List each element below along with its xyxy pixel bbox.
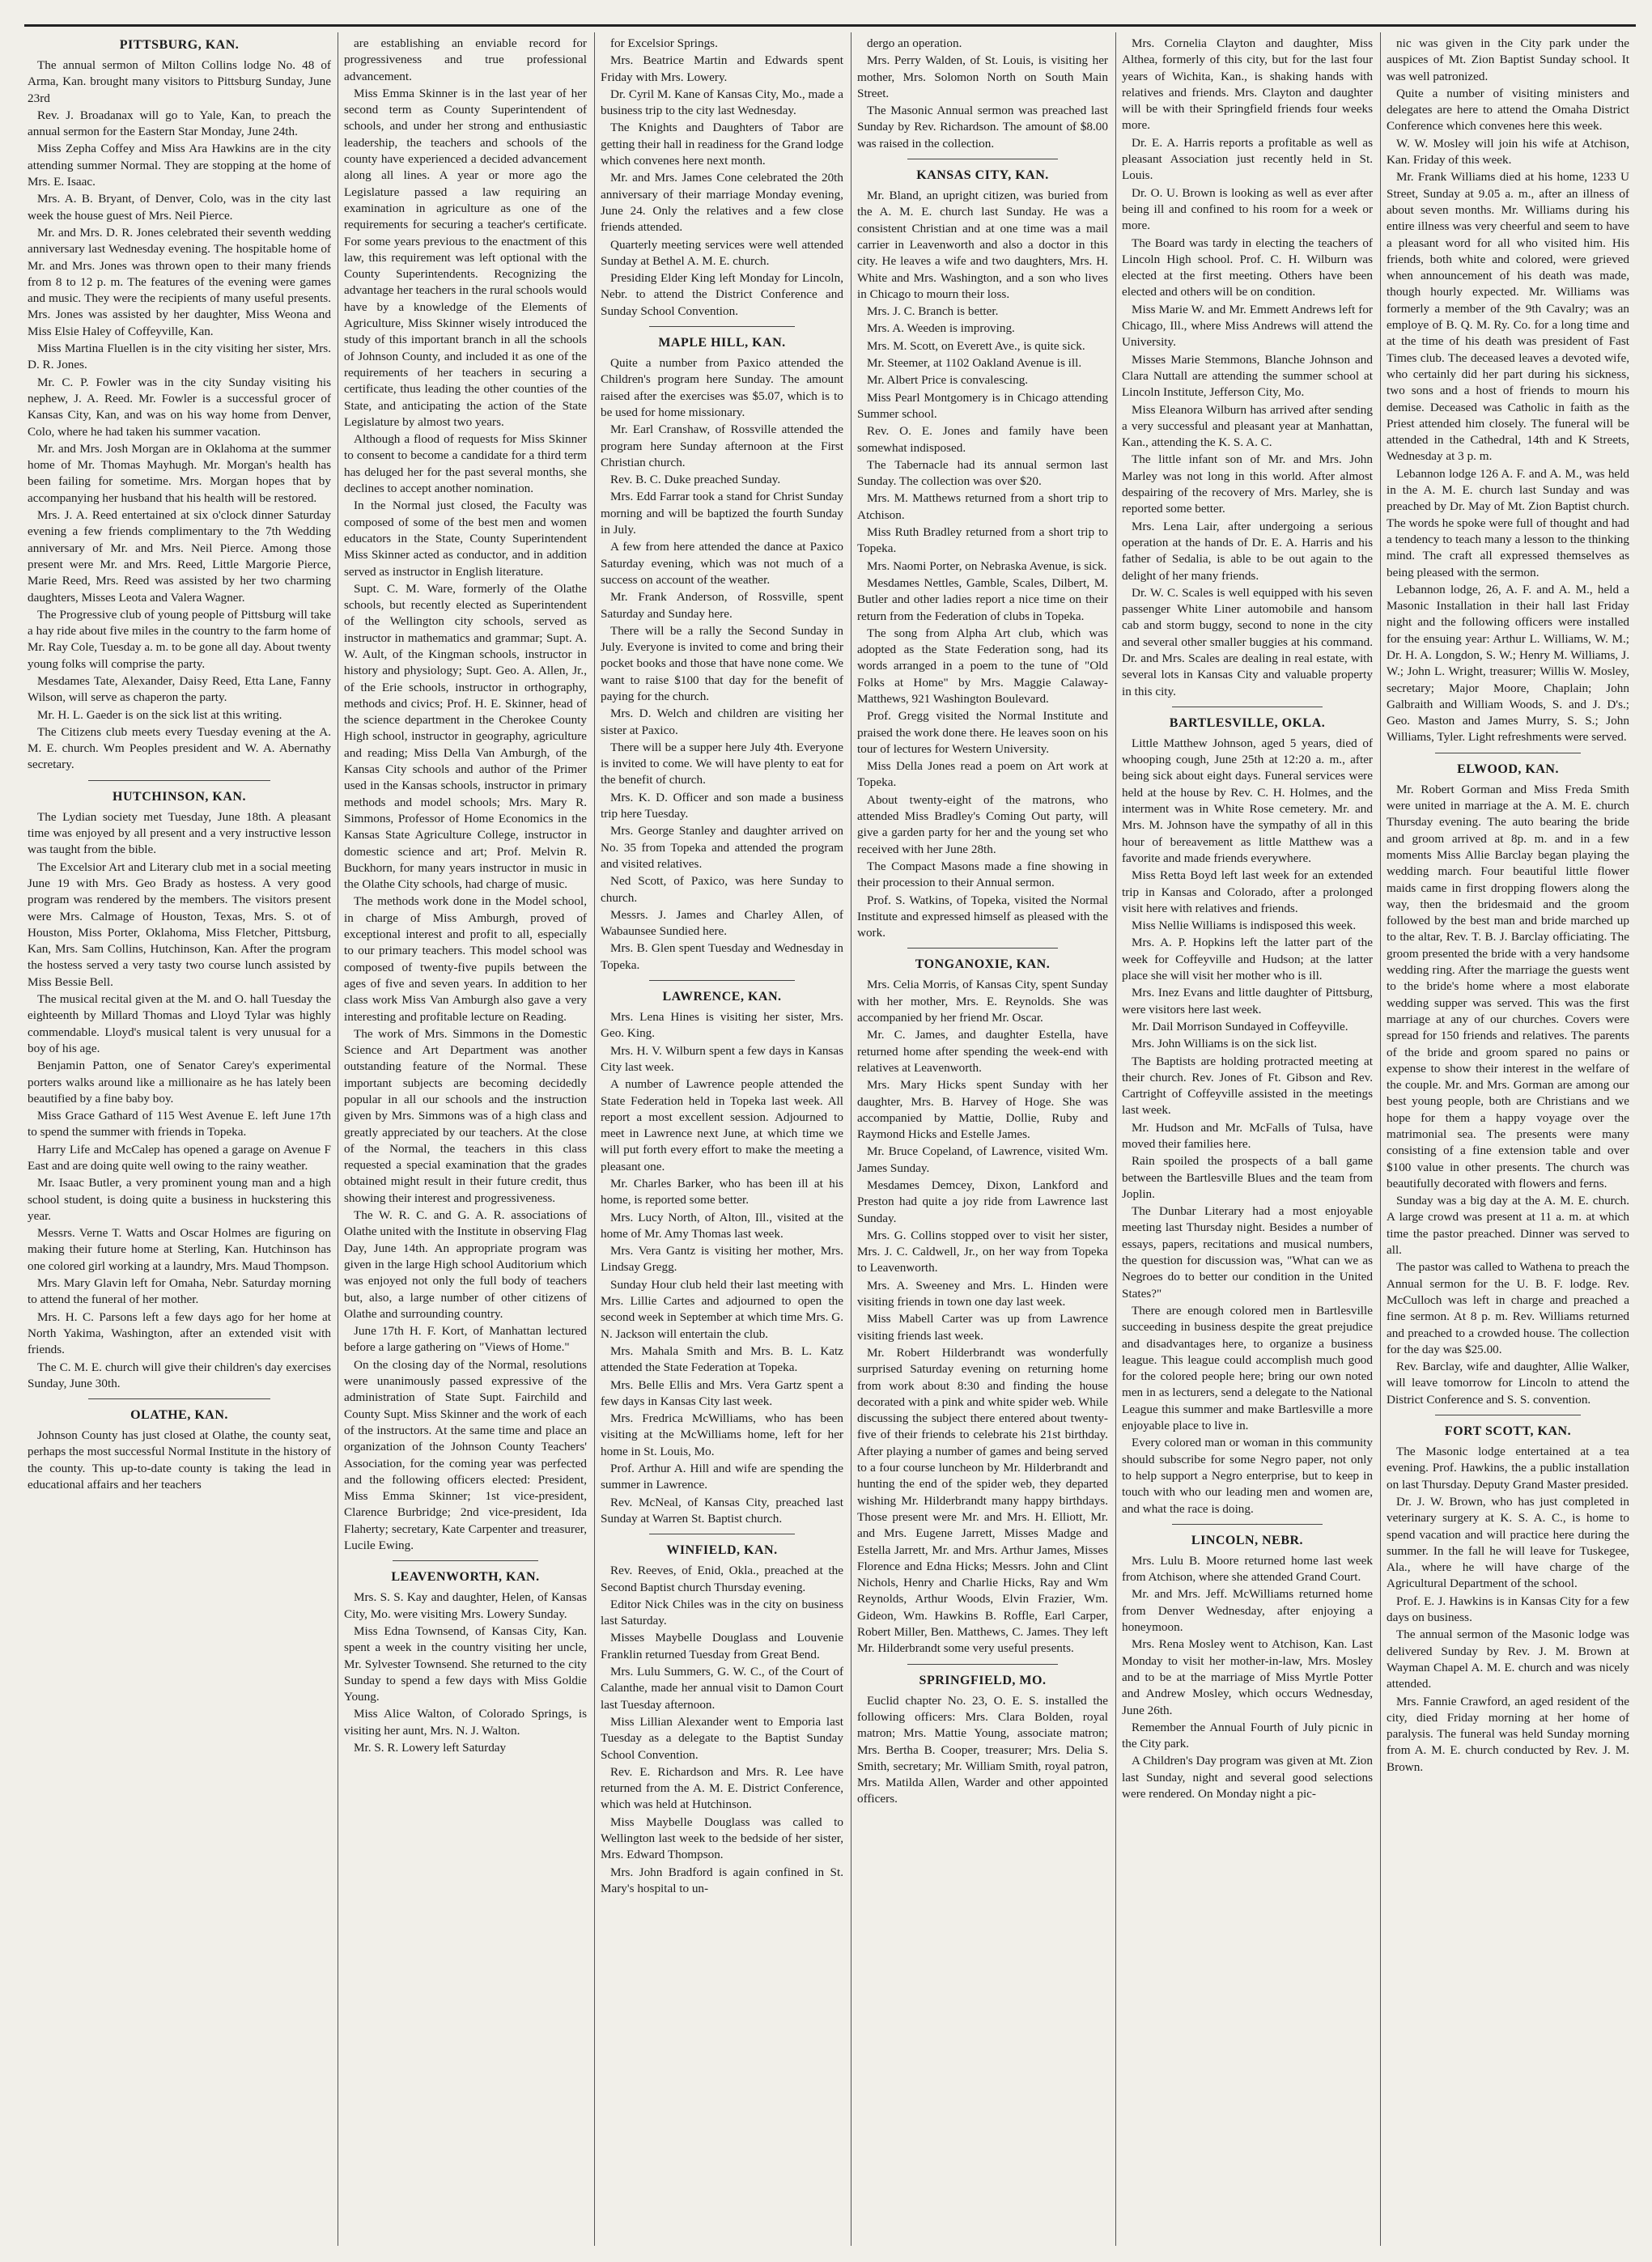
news-item: Mr. and Mrs. D. R. Jones celebrated their seventh wedding anniversary last Wednesday evening. The hospitable home of Mr. and Mrs. Jones was thrown open to their many friends from 8 to 12 p. m. The features of the evening were games and music. They were the recipients of many useful presents. Mrs. Jones was assisted by her daughter, Miss Weona and Miss Elsie Haley of Coffeyville, Kan.: [28, 225, 331, 338]
news-item: There will be a supper here July 4th. Everyone is invited to come. We will have plenty to eat for the benefit of church.: [601, 740, 843, 787]
news-item: Miss Eleanora Wilburn has arrived after sending a very successful and pleasant year at Manhattan, Kan., attending the K. S. A. C.: [1122, 402, 1373, 450]
news-item: Mrs. John Williams is on the sick list.: [1132, 1037, 1318, 1051]
news-item: Mrs. Fannie Crawford, an aged resident of the city, died Friday morning at her home of paralysis. The funeral was held Sunday morning from A. M. E. church conducted by Rev. J. M. Brown.: [1387, 1694, 1629, 1774]
section-heading: MAPLE HILL, KAN.: [658, 336, 786, 350]
news-item: Lebannon lodge 126 A. F. and A. M., was held in the A. M. E. church last Sunday and was preached by Dr. May of Mt. Zion Baptist church. The words he spoke were full of thought and had a tendency to teach many a lesson to the thinking mind. The craft all expressed themselves as being pleased with the sermon.: [1387, 466, 1629, 579]
news-item: Mrs. Lulu Summers, G. W. C., of the Court of Calanthe, made her annual visit to Damon Court last Tuesday afternoon.: [601, 1665, 843, 1712]
news-item: The Tabernacle had its annual sermon last Sunday. The collection was over $20.: [857, 457, 1108, 489]
news-item: The musical recital given at the M. and O. hall Tuesday the eighteenth by Millard Thomas and Lloyd Tylar was highly commendable. Lloyd's musical talent is very unusual for a boy of his age.: [28, 992, 331, 1055]
news-item: There will be a rally the Second Sunday in July. Everyone is invited to come and bring their pocket books and those that have none come. We want to raise $100 that day for the benefit of paying for the church.: [601, 623, 843, 703]
news-item: June 17th H. F. Kort, of Manhattan lectured before a large gathering on "Views of Home.": [344, 1324, 587, 1355]
column-divider: [1115, 32, 1116, 2246]
news-item: for Excelsior Springs.: [610, 36, 718, 50]
news-item: Dr. O. U. Brown is looking as well as ever after being ill and confined to his room for a week or more.: [1122, 185, 1373, 233]
news-item: Euclid chapter No. 23, O. E. S. installed the following officers: Mrs. Clara Bolden, royal matron; Mrs. Mattie Young, associate matron; Mrs. Bertha B. Cooper, treasurer; Mrs. Delia S. Smith, secretary; Mr. William Smith, royal patron, Mrs. Matilda Allen, Warder and other appointed officers.: [857, 1693, 1108, 1806]
news-item: Mrs. D. Welch and children are visiting her sister at Paxico.: [601, 707, 843, 737]
news-item: Mr. and Mrs. Josh Morgan are in Oklahoma at the summer home of Mr. Thomas Mayhugh. Mr. Morgan's health has been failing for sometime. Mrs. Morgan hopes that by accompanying her husband that his health will be restored.: [28, 441, 331, 505]
news-item: Mrs. Lena Lair, after undergoing a serious operation at the hands of Dr. E. A. Harris and his father of Sedalia, is able to be out again to the delight of her many friends.: [1122, 519, 1373, 583]
news-item: Sunday Hour club held their last meeting with Mrs. Lillie Cartes and adjourned to open the second week in September at which time Mrs. G. N. Jackson will entertain the club.: [601, 1277, 843, 1341]
news-item: Miss Pearl Montgomery is in Chicago attending Summer school.: [857, 390, 1108, 421]
news-item: Dr. J. W. Brown, who has just completed in veterinary surgery at K. S. A. C., is home to spend vacation and will practice here during the summer. In the fall he will leave for Tuskegee, Ala., where he will have charge of the Agricultural Department of the school.: [1387, 1494, 1629, 1591]
news-item: The annual sermon of Milton Collins lodge No. 48 of Arma, Kan. brought many visitors to Pittsburg Sunday, June 23rd: [28, 58, 331, 105]
news-item: Mrs. S. S. Kay and daughter, Helen, of Kansas City, Mo. were visiting Mrs. Lowery Sunday.: [344, 1590, 587, 1621]
news-item: Mr. Robert Gorman and Miss Freda Smith were united in marriage at the A. M. E. church Thursday evening. The auto bearing the bride and groom arrived at 8p. m. and in a few moments Miss Allie Barclay began playing the wedding march. Four beautiful little flower maids came in first dropping flowers along the way, then the bridesmaid and the groom followed by the best man and bride marched up to the altar, Rev. T. B. J. Barclay officiating. The groom presented the bride with a very handsome wedding ring. After the marriage the guests went to the bride's home where a most elaborate wedding supper was served. This was the first marriage at any of our churches. Covers were spread for 150 friends and relatives. The parents of the bride and groom spared no pains or expense to show their interest in the welfare of the couple. Mr. and Mrs. Gorman are among our best young people, both are Christians and we hope for them a happy voyage over the matrimonial sea. The presents were many consisting of a fine extension table and over $100 value in other presents. The church was beautifully decorated with flowers and ferns.: [1387, 782, 1629, 1190]
news-item: Mr. Earl Cranshaw, of Rossville attended the program here Sunday afternoon at the First Christian church.: [601, 422, 843, 469]
news-item: Mrs. J. A. Reed entertained at six o'clock dinner Saturday evening a few friends complimentary to the 7th Wedding anniversary of Mr. and Mrs. Neil Pierce. Among those present were Mr. and Mrs. Reed, Little Margorie Pierce, Marie Reed, Mrs. Reed was assisted by her two charming daughters, Misses Leota and Valera Wagner.: [28, 508, 331, 605]
news-item: Quarterly meeting services were well attended Sunday at Bethel A. M. E. church.: [601, 237, 843, 268]
news-item: Rev. B. C. Duke preached Sunday.: [610, 473, 781, 487]
news-item: Mrs. B. Glen spent Tuesday and Wednesday in Topeka.: [601, 941, 843, 972]
news-item: Messrs. J. James and Charley Allen, of Wabaunsee Sundied here.: [601, 907, 843, 939]
news-item: Mr. Frank Williams died at his home, 1233 U Street, Sunday at 9.05 a. m., after an illness of about seven months. Mr. Williams during his entire illness was very cheerful and seem to have a pleasant word for all who visited him. His friends, both white and colored, were grieved when announcement of his death was made, though hourly expected. Mr. Williams was formerly a member of the 9th Cavalry; was an employe of B. Q. M. Ry. Co. for a long time and at the time of his death was president of Fast Times club. The deceased leaves a devoted wife, who certainly did her part during his sickness, two sons and a host of friends to mourn his demise. Deceased was Catholic in faith as the Priest attended him closely. The funeral will be attended in the Cathedral, 14th and K Streets, Wednesday at 3 p. m.: [1387, 170, 1629, 464]
news-item: Rev. E. Richardson and Mrs. R. Lee have returned from the A. M. E. District Conference, which was held at Hutchinson.: [601, 1764, 843, 1812]
news-item: Presiding Elder King left Monday for Lincoln, Nebr. to attend the District Conference and Sunday School Convention.: [601, 271, 843, 318]
news-item: Mrs. A. Sweeney and Mrs. L. Hinden were visiting friends in town one day last week.: [857, 1278, 1108, 1309]
news-item: Johnson County has just closed at Olathe, the county seat, perhaps the most successful Normal Institute in the history of the county. This up-to-date county is taking the lead in educational affairs and her teachers: [28, 1428, 331, 1492]
news-item: Miss Zepha Coffey and Miss Ara Hawkins are in the city attending summer Normal. They are stopping at the home of Mrs. E. Isaac.: [28, 142, 331, 189]
news-item: The work of Mrs. Simmons in the Domestic Science and Art Department was another outstanding feature of the Normal. These important subjects are becoming decidedly popular in all our schools and the instruction given by Mrs. Simmons was of a high class and greatly appreciated by our teachers. At the close of the Normal, the teachers in this class requested a special examination that the grades obtained might result in their future credit, thus showing their interest and progressiveness.: [344, 1026, 587, 1205]
news-item: The Dunbar Literary had a most enjoyable meeting last Thursday night. Besides a number of essays, papers, recitations and musical numbers, the question for discussion was, "What can we as Negroes do to better our condition in the United States?": [1122, 1204, 1373, 1301]
news-item: Ned Scott, of Paxico, was here Sunday to church.: [601, 874, 843, 905]
news-item: Mrs. Lena Hines is visiting her sister, Mrs. Geo. King.: [601, 1010, 843, 1041]
news-item: The little infant son of Mr. and Mrs. John Marley was not long in this world. After almost despairing of the recovery of Mrs. Marley, she is reported some better.: [1122, 452, 1373, 516]
news-item: Mrs. Mary Glavin left for Omaha, Nebr. Saturday morning to attend the funeral of her mother.: [28, 1276, 331, 1307]
section-heading: WINFIELD, KAN.: [666, 1543, 778, 1558]
news-item: Sunday was a big day at the A. M. E. church. A large crowd was present at 11 a. m. at which time the pastor preached. Dinner was served to all.: [1387, 1194, 1629, 1258]
news-item: Dr. Cyril M. Kane of Kansas City, Mo., made a business trip to the city last Wednesday.: [601, 87, 843, 118]
news-item: Miss Maybelle Douglass was called to Wellington last week to the bedside of her sister, Mrs. Edward Thompson.: [601, 1814, 843, 1862]
news-item: Rev. Barclay, wife and daughter, Allie Walker, will leave tomorrow for Lincoln to attend the District Conference and S. S. convention.: [1387, 1360, 1629, 1407]
section-heading: LEAVENWORTH, KAN.: [391, 1570, 540, 1585]
news-item: The Board was tardy in electing the teachers of Lincoln High school. Prof. C. H. Wilburn was elected at the first meeting. Others have been elected and others will be on condition.: [1122, 236, 1373, 299]
news-item: Mrs. A. B. Bryant, of Denver, Colo, was in the city last week the house guest of Mrs. Neil Pierce.: [28, 192, 331, 223]
news-item: Mr. and Mrs. James Cone celebrated the 20th anniversary of their marriage Monday evening, June 24. Only the relatives and a few close friends attended.: [601, 171, 843, 235]
news-item: The methods work done in the Model school, in charge of Miss Amburgh, proved of exceptional interest and profit to all, especially to our primary teachers. This model school was composed of twenty-five pupils between the ages of five and seven years. In addition to her class work Miss Van Amburgh also gave a very interesting and profitable lecture on Reading.: [344, 894, 587, 1024]
news-item: Mrs. Fredrica McWilliams, who has been visiting at the McWilliams home, left for her home in St. Louis, Mo.: [601, 1411, 843, 1458]
section-rule: [393, 1560, 538, 1561]
news-item: About twenty-eight of the matrons, who attended Miss Bradley's Coming Out party, will give a garden party for her and the young set who received with her June 28th.: [857, 792, 1108, 856]
news-item: Mr. Steemer, at 1102 Oakland Avenue is ill.: [867, 356, 1082, 371]
news-item: Mr. S. R. Lowery left Saturday: [354, 1740, 507, 1755]
news-item: Mr. Bland, an upright citizen, was buried from the A. M. E. church last Sunday. He was a consistent Christian and at one time was a mail carrier in Leavenworth and also a doctor in this city. He leaves a wife and two daughters, Mrs. H. White and Mrs. Washington, and a son who lives in Chicago to mourn their loss.: [857, 189, 1108, 301]
news-item: Mrs. Perry Walden, of St. Louis, is visiting her mother, Mrs. Solomon North on South Main Street.: [857, 53, 1108, 100]
section-heading: LAWRENCE, KAN.: [662, 990, 782, 1004]
news-item: Mr. Charles Barker, who has been ill at his home, is reported some better.: [601, 1177, 843, 1207]
news-item: The Knights and Daughters of Tabor are getting their hall in readiness for the Grand lodge which convenes here next month.: [601, 121, 843, 168]
news-item: The Excelsior Art and Literary club met in a social meeting June 19 with Mrs. Geo Brady as hostess. A very good program was rendered by the members. The visitors present were Mrs. Calmage of Houston, Texas, Mrs. S. ot of Houston, Miss Porter, Oklahoma, Miss Fletcher, Pittsburg, Kan, Mrs. Sam Collins, Hutchinson, Kan. After the program the hostess served a very tasty two course lunch assisted by Miss Bessie Bell.: [28, 859, 331, 989]
section-heading: ELWOOD, KAN.: [1457, 762, 1559, 776]
news-item: Miss Edna Townsend, of Kansas City, Kan. spent a week in the country visiting her uncle, Mr. Sylvester Townsend. She returned to the city Sunday to spend a few days with Miss Goldie Young.: [344, 1623, 587, 1704]
news-item: Mr. Robert Hilderbrandt was wonderfully surprised Saturday evening on returning home from work about 8:30 and finding the house decorated with a pink and white spider web. While discussing the subject there entered about twenty-five of their friends to celebrate his 21st birthday. After playing a number of games and being served to a four course luncheon by Mr. Hilderbrandt and hunting the end of the spider web, they departed wishing Mr. Hilderbrandt many happy birthdays. Those present were Mr. and Mrs. H. Elliott, Mr. and Mrs. Eugene Jarrett, Misses Madge and Estella Jarrett, Mr. and Mrs. Arthur James, Misses Florence and Edna Hicks; Messrs. John and Clint Nichols, Henry and Charlie Hicks, Ray and Wm Reynolds, Arthur Woods, Elvin Frazier, Wm. Gideon, Wm. Hawkins B. Roffle, Earl Carper, Robert Miller, Ben. Matthews, C. James. They left Mr. Hilderbrandt some very useful presents.: [857, 1345, 1108, 1656]
news-item: Dr. W. C. Scales is well equipped with his seven passenger White Liner automobile and hansom cab and storm buggy, second to none in the city and several other smaller buggies at his command. Dr. and Mrs. Scales are dealing in real estate, with several lots in Kansas City and valuable property in this city.: [1122, 585, 1373, 698]
news-item: Miss Lillian Alexander went to Emporia last Tuesday as a delegate to the Baptist Sunday School Convention.: [601, 1714, 843, 1762]
news-item: Mrs. Inez Evans and little daughter of Pittsburg, were visitors here last week.: [1122, 986, 1373, 1016]
news-item: Rain spoiled the prospects of a ball game between the Bartlesville Blues and the team from Joplin.: [1122, 1154, 1373, 1201]
top-rule: [24, 24, 1636, 27]
news-item: Rev. J. Broadanax will go to Yale, Kan, to preach the annual sermon for the Eastern Star Monday, June 24th.: [28, 108, 331, 139]
news-item: Mesdames Tate, Alexander, Daisy Reed, Etta Lane, Fanny Wilson, will serve as chaperon the party.: [28, 673, 331, 705]
news-item: The pastor was called to Wathena to preach the Annual sermon for the U. B. F. lodge. Rev. McCulloch was left in charge and preached a fine sermon. At 8 p. m. Rev. Williams returned and preached to a crowded house. The collection for the day was $25.00.: [1387, 1260, 1629, 1356]
news-item: Miss Martina Fluellen is in the city visiting her sister, Mrs. D. R. Jones.: [28, 342, 331, 372]
section-rule: [1172, 1524, 1323, 1525]
news-item: Miss Marie W. and Mr. Emmett Andrews left for Chicago, Ill., where Miss Andrews will attend the University.: [1122, 302, 1373, 350]
section-heading: HUTCHINSON, KAN.: [113, 789, 246, 804]
section-rule: [88, 1398, 270, 1399]
section-rule: [649, 326, 795, 327]
news-item: Messrs. Verne T. Watts and Oscar Holmes are figuring on making their future home at Sterling, Kan. Hutchinson has one colored girl working at a laundry, Mrs. Maud Thompson.: [28, 1226, 331, 1273]
news-item: The song from Alpha Art club, which was adopted as the State Federation song, had its words arranged in a poem to the tune of "Old Folks at Home" by Mrs. Maggie Calaway-Matthews, 921 Washington Boulevard.: [857, 626, 1108, 706]
news-item: Mr. C. P. Fowler was in the city Sunday visiting his nephew, J. A. Reed. Mr. Fowler is a successful grocer of Kansas City, Kan, and was on his way home from Denver, Colo, where he had taken his summer vacation.: [28, 375, 331, 439]
news-item: Mr. Hudson and Mr. McFalls of Tulsa, have moved their families here.: [1122, 1120, 1373, 1151]
news-item: Mr. Isaac Butler, a very prominent young man and a high school student, is doing quite a business in huckstering this year.: [28, 1176, 331, 1223]
news-item: A number of Lawrence people attended the State Federation held in Topeka last week. All report a most excellent session. Adjourned to meet in Lawrence next June, at which time we will put forth every effort to make the meeting a pleasant one.: [601, 1077, 843, 1173]
news-item: Mrs. Rena Mosley went to Atchison, Kan. Last Monday to visit her mother-in-law, Mrs. Mosley and to be at the marriage of Miss Myrtle Potter and Andrew Mosley, which occurs Wednesday, June 26th.: [1122, 1637, 1373, 1717]
news-item: Mr. and Mrs. Jeff. McWilliams returned home from Denver Wednesday, after enjoying a honeymoon.: [1122, 1587, 1373, 1635]
column-2: [344, 36, 587, 2245]
news-item: A few from here attended the dance at Paxico Saturday evening, which was not much of a success on account of the weather.: [601, 540, 843, 587]
news-item: Lebannon lodge, 26, A. F. and A. M., held a Masonic Installation in their hall last Friday night and the following officers were installed for the ensuing year: Arthur L. Williams, W. M.; Dr. H. A. Longdon, S. W.; Henry M. Williams, J. W.; John L. Wright, treasurer; Willis W. Mosley, secretary; Major Moore, Chaplain; John Galbraith and William Woods, S. and J. D's.; Geo. Maston and James Murry, S. S.; John Williams, Tyler. Light refreshments were served.: [1387, 582, 1629, 745]
news-item: Harry Life and McCalep has opened a garage on Avenue F East and are doing quite well owing to the rainy weather.: [28, 1142, 331, 1173]
section-rule: [88, 780, 270, 781]
section-rule: [907, 948, 1058, 949]
news-item: The Baptists are holding protracted meeting at their church. Rev. Jones of Ft. Gibson and Rev. Cartright of Coffeyville assisted in the meetings last week.: [1122, 1054, 1373, 1118]
news-item: Mrs. Mary Hicks spent Sunday with her daughter, Mrs. B. Harvey of Hoge. She was accompanied by Mattie, Dollie, Ruby and Raymond Hicks and Estelle James.: [857, 1078, 1108, 1142]
news-item: Mrs. A. Weeden is improving.: [867, 321, 1015, 336]
news-item: Mr. H. L. Gaeder is on the sick list at this writing.: [37, 707, 282, 722]
news-item: Every colored man or woman in this community should subscribe for some Negro paper, not only to help support a Negro enterprise, but to keep in touch with who our leading men and women are, and what the race is doing.: [1122, 1436, 1373, 1516]
section-heading: TONGANOXIE, KAN.: [915, 957, 1051, 972]
news-item: W. W. Mosley will join his wife at Atchison, Kan. Friday of this week.: [1387, 136, 1629, 168]
news-item: In the Normal just closed, the Faculty was composed of some of the best men and women educators in the State, County Superintendent Miss Skinner acted as conductor, and in addition served as instructor in English literature.: [344, 499, 587, 579]
news-item: The Progressive club of young people of Pittsburg will take a hay ride about five miles in the country to the farm home of Mr. Ray Cole, Tuesday a. m. to be gone all day. About twenty young folks will comprise the party.: [28, 607, 331, 671]
news-item: The W. R. C. and G. A. R. associations of Olathe united with the Institute in observing Flag Day, June 14th. An appropriate program was given in the large High school Auditorium which was enjoyed not only the full body of teachers but, also, a large number of other citizens of Olathe and surrounding country.: [344, 1208, 587, 1321]
news-item: Mrs. Edd Farrar took a stand for Christ Sunday morning and will be baptized the fourth Sunday in July.: [601, 490, 843, 537]
news-item: Mrs. Beatrice Martin and Edwards spent Friday with Mrs. Lowery.: [601, 53, 843, 84]
section-heading: BARTLESVILLE, OKLA.: [1169, 715, 1326, 730]
news-item: Quite a number from Paxico attended the Children's program here Sunday. The amount raised after the exercises was $5.07, which is to be used for home missionary.: [601, 356, 843, 419]
news-item: Mrs. George Stanley and daughter arrived on No. 35 from Topeka and attended the program and visited relatives.: [601, 824, 843, 871]
section-heading: LINCOLN, NEBR.: [1191, 1533, 1304, 1547]
section-heading: SPRINGFIELD, MO.: [919, 1673, 1047, 1687]
news-item: Miss Retta Boyd left last week for an extended trip in Kansas and Colorado, after a prolonged visit here with relatives and friends.: [1122, 868, 1373, 915]
column-4: [857, 36, 1108, 2245]
news-item: The Masonic Annual sermon was preached last Sunday by Rev. Richardson. The amount of $8.00 was raised in the collection.: [857, 104, 1108, 151]
news-item: The Lydian society met Tuesday, June 18th. A pleasant time was enjoyed by all present and a very instructive lesson was taught from the bible.: [28, 809, 331, 857]
news-item: Mrs. Vera Gantz is visiting her mother, Mrs. Lindsay Gregg.: [601, 1244, 843, 1275]
news-item: Mr. C. James, and daughter Estella, have returned home after spending the week-end with relatives at Leavenworth.: [857, 1028, 1108, 1075]
column-divider: [594, 32, 595, 2246]
news-item: Rev. O. E. Jones and family have been somewhat indisposed.: [857, 424, 1108, 455]
news-item: dergo an operation.: [867, 36, 962, 50]
news-item: A Children's Day program was given at Mt. Zion last Sunday, night and several good selections were rendered. On Monday night a pic-: [1122, 1754, 1373, 1801]
news-item: Miss Nellie Williams is indisposed this week.: [1132, 919, 1357, 933]
news-item: Dr. E. A. Harris reports a profitable as well as pleasant Association just recently held in St. Louis.: [1122, 135, 1373, 183]
news-item: Mrs. G. Collins stopped over to visit her sister, Mrs. J. C. Caldwell, Jr., on her way from Topeka to Leavenworth.: [857, 1228, 1108, 1275]
section-heading: PITTSBURG, KAN.: [119, 38, 240, 52]
news-item: Benjamin Patton, one of Senator Carey's experimental porters walks around like a millionaire as he has lately been beautified by a fine baby boy.: [28, 1059, 331, 1106]
news-item: Mrs. Belle Ellis and Mrs. Vera Gartz spent a few days in Kansas City last week.: [601, 1377, 843, 1408]
news-item: Mesdames Nettles, Gamble, Scales, Dilbert, M. Butler and other ladies report a nice time on their return from the Federation of clubs in Topeka.: [857, 575, 1108, 623]
news-item: Prof. Gregg visited the Normal Institute and praised the work done there. He leaves soon on his tour of lectures for Western University.: [857, 709, 1108, 756]
news-item: Miss Della Jones read a poem on Art work at Topeka.: [857, 759, 1108, 790]
news-item: The Compact Masons made a fine showing in their procession to their Annual sermon.: [857, 859, 1108, 890]
news-item: nic was given in the City park under the auspices of Mt. Zion Baptist Sunday school. It was well patronized.: [1387, 36, 1629, 83]
news-item: Miss Alice Walton, of Colorado Springs, is visiting her aunt, Mrs. N. J. Walton.: [344, 1707, 587, 1738]
news-item: Mrs. H. V. Wilburn spent a few days in Kansas City last week.: [601, 1043, 843, 1074]
news-item: Although a flood of requests for Miss Skinner to consent to become a candidate for a third term has deluged her for the past several months, she declines to accept another nomination.: [344, 432, 587, 496]
section-rule: [649, 980, 795, 981]
column-6: [1387, 36, 1629, 2245]
news-item: Prof. Arthur A. Hill and wife are spending the summer in Lawrence.: [601, 1462, 843, 1492]
news-item: Miss Ruth Bradley returned from a short trip to Topeka.: [857, 525, 1108, 556]
section-heading: OLATHE, KAN.: [130, 1408, 228, 1423]
news-item: Mrs. K. D. Officer and son made a business trip here Tuesday.: [601, 790, 843, 821]
news-item: Prof. S. Watkins, of Topeka, visited the Normal Institute and expressed himself as pleased with the work.: [857, 893, 1108, 940]
news-item: Quite a number of visiting ministers and delegates are here to attend the Omaha District Conference which convenes here this week.: [1387, 86, 1629, 134]
news-item: Miss Mabell Carter was up from Lawrence visiting friends last week.: [857, 1312, 1108, 1343]
news-item: Prof. E. J. Hawkins is in Kansas City for a few days on business.: [1387, 1594, 1629, 1625]
news-item: Misses Maybelle Douglass and Louvenie Franklin returned Tuesday from Great Bend.: [601, 1631, 843, 1661]
news-item: Miss Grace Gathard of 115 West Avenue E. left June 17th to spend the summer with friends in Topeka.: [28, 1109, 331, 1139]
news-item: Little Matthew Johnson, aged 5 years, died of whooping cough, June 25th at 12:20 a. m., after being sick about eight days. Funeral services were held at the house by Rev. C. H. Holmes, and the interment was in White Rose cemetery. Mr. and Mrs. M. Johnson have the sympathy of all in this hour of bereavement as little Matthew was a favorite and made friends everywhere.: [1122, 736, 1373, 865]
news-item: Editor Nick Chiles was in the city on business last Saturday.: [601, 1597, 843, 1628]
column-1: [28, 36, 331, 2245]
news-item: Mrs. M. Scott, on Everett Ave., is quite sick.: [867, 338, 1085, 353]
news-item: Mrs. Cornelia Clayton and daughter, Miss Althea, formerly of this city, but for the last four years of Wichita, Kan., is shaking hands with relatives and friends. Mrs. Clayton and daughter will be with their Springfield friends four weeks more.: [1122, 36, 1373, 133]
news-item: Mrs. Lucy North, of Alton, Ill., visited at the home of Mr. Amy Thomas last week.: [601, 1210, 843, 1241]
news-item: Mrs. Mahala Smith and Mrs. B. L. Katz attended the State Federation at Topeka.: [601, 1343, 843, 1375]
section-heading: FORT SCOTT, KAN.: [1444, 1424, 1572, 1439]
section-heading: KANSAS CITY, KAN.: [916, 168, 1049, 183]
news-item: Remember the Annual Fourth of July picnic in the City park.: [1122, 1720, 1373, 1751]
news-item: There are enough colored men in Bartlesville succeeding in business despite the great prejudice and disadvantages here, to organize a business league. This league could accomplish much good for the colored people here; bring our own noted men in as lecturers, send a delegate to the National League this summer and make Bartlesville a more enjoyable place to live in.: [1122, 1303, 1373, 1433]
news-item: The Citizens club meets every Tuesday evening at the A. M. E. church. Wm Peoples president and W. A. Abernathy secretary.: [28, 724, 331, 772]
news-item: Mrs. A. P. Hopkins left the latter part of the week for Coffeyville and Hudson; at the latter place she will visit her mother who is ill.: [1122, 936, 1373, 983]
column-3: [601, 36, 843, 2245]
news-item: Mrs. M. Matthews returned from a short trip to Atchison.: [857, 491, 1108, 522]
news-item: Mr. Frank Anderson, of Rossville, spent Saturday and Sunday here.: [601, 590, 843, 621]
news-item: Supt. C. M. Ware, formerly of the Olathe schools, but recently elected as Superintendent of the Wellington city schools, served as instructor in mathematics and grammar; Supt. A. W. Ault, of the Kingman schools, instructor in history and physiology; Supt. Geo. A. Allen, Jr., of the Erie schools, instructor in orthography, methods and civics; Prof. H. E. Skinner, head of the science department in the Cherokee County High school, instructor in geography, agriculture and reading; Miss Della Van Amburgh, of the Kansas City schools and author of the Primer used in the Kansas schools, instructor in primary methods and model schools; Mrs. Mary R. Simmons, Professor of Home Economics in the Kansas State Agriculture College, instructor in domestic science and art; Prof. Melvin R. Buckhorn, for many years instructor in music in the Olathe City schools, had charge of music.: [344, 581, 587, 892]
news-item: Mrs. John Bradford is again confined in St. Mary's hospital to un-: [601, 1865, 843, 1895]
news-item: Miss Emma Skinner is in the last year of her second term as County Superintendent of schools, and under her strong and enthusiastic leadership, the teachers and schools of the county have experienced a decided advancement along all lines. A year or more ago the Legislature passed a law requiring an examination in agriculture as one of the requirements for securing a teacher's certificate. For some years previous to the enactment of this law, this requirement was left optional with the County Superintendents. Recognizing the advantage her teachers in the rural schools would have by a knowledge of the Elements of Agriculture, Miss Skinner wisely introduced the study of this important branch in all the schools of Johnson County, and included it as one of the requirements of her teachers in securing a certificate, thus leading the other counties of the State, and anticipating the action of the State Legislature by almost two years.: [344, 86, 587, 429]
news-item: are establishing an enviable record for progressiveness and true professional advancement.: [344, 36, 587, 83]
news-item: Mr. Albert Price is convalescing.: [867, 373, 1029, 388]
section-rule: [907, 1664, 1058, 1665]
news-item: The C. M. E. church will give their children's day exercises Sunday, June 30th.: [28, 1360, 331, 1390]
news-item: On the closing day of the Normal, resolutions were unanimously passed expressive of the administration of State Supt. Fairchild and County Supt. Miss Skinner and the work of each of the instructors. At the same time and place an organization of the Johnson County Teachers' Association, for the coming year was perfected and the following officers elected: President, Miss Emma Skinner; 1st vice-president, Clarence Burbridge; 2nd vice-president, Ida Flaherty; secretary, Kate Carpenter and treasurer, Lucile Ewing.: [344, 1357, 587, 1553]
news-item: Mr. Dail Morrison Sundayed in Coffeyville.: [1132, 1019, 1348, 1033]
news-item: Mrs. Naomi Porter, on Nebraska Avenue, is sick.: [867, 558, 1107, 573]
news-item: Mrs. Lulu B. Moore returned home last week from Atchison, where she attended Grand Court.: [1122, 1553, 1373, 1585]
news-item: Mr. Bruce Copeland, of Lawrence, visited Wm. James Sunday.: [857, 1144, 1108, 1175]
news-item: Mrs. J. C. Branch is better.: [867, 304, 999, 319]
column-5: [1122, 36, 1373, 2245]
news-item: Mrs. H. C. Parsons left a few days ago for her home at North Yakima, Washington, after an extended visit with friends.: [28, 1309, 331, 1357]
news-item: Mrs. Celia Morris, of Kansas City, spent Sunday with her mother, Mrs. E. Reynolds. She was accompanied by her friend Mr. Oscar.: [857, 978, 1108, 1025]
news-item: Misses Marie Stemmons, Blanche Johnson and Clara Nuttall are attending the summer school at Lincoln Institute, Jefferson City, Mo.: [1122, 352, 1373, 400]
news-item: Mesdames Demcey, Dixon, Lankford and Preston had quite a joy ride from Lawrence last Sunday.: [857, 1178, 1108, 1225]
column-divider: [1380, 32, 1381, 2246]
news-item: Rev. McNeal, of Kansas City, preached last Sunday at Warren St. Baptist church.: [601, 1495, 843, 1526]
news-item: The annual sermon of the Masonic lodge was delivered Sunday by Rev. J. M. Brown at Wayman Chapel A. M. E. church and was nicely attended.: [1387, 1628, 1629, 1691]
news-item: The Masonic lodge entertained at a tea evening. Prof. Hawkins, the a public installation on last Thursday. Deputy Grand Master presided.: [1387, 1445, 1629, 1492]
news-item: Rev. Reeves, of Enid, Okla., preached at the Second Baptist church Thursday evening.: [601, 1564, 843, 1594]
